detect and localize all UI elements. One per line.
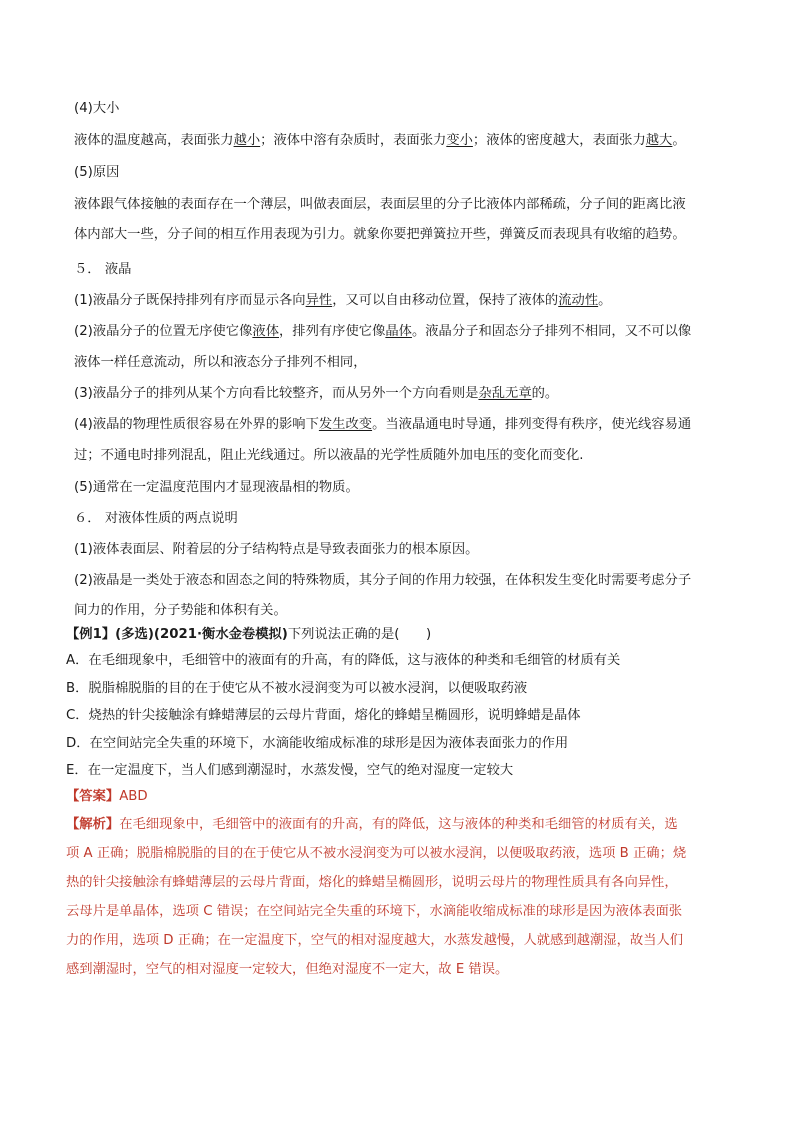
underlined-term: 晶体	[385, 324, 412, 339]
option-d: D．在空间站完全失重的环境下，水滴能收缩成标准的球形是因为液体表面张力的作用	[66, 736, 569, 751]
answer-label: 【答案】	[66, 789, 120, 804]
analysis-line-5: 力的作用，选项 D 正确；在一定温度下，空气的相对湿度越大，水蒸发越慢，人就感到越潮湿，故当人们	[66, 933, 684, 948]
notes-point-2b: 间力的作用，分子势能和体积有关。	[74, 603, 287, 618]
section-cause-line-1: 液体跟气体接触的表面存在一个薄层，叫做表面层，表面层里的分子比液体内部稀疏，分子间的距离比液	[74, 197, 686, 212]
answer-value: ABD	[119, 789, 148, 804]
text-span: 。液晶分子和固态分子排列不相同，又不可以像	[411, 324, 692, 339]
example-question	[66, 626, 726, 644]
analysis-line-4: 云母片是单晶体，选项 C 错误；在空间站完全失重的环境下，水滴能收缩成标准的球形是因为液体表面张	[66, 904, 683, 919]
underlined-term: 变小	[446, 133, 473, 148]
underlined-term: 越小	[233, 133, 261, 148]
text-span: 。当液晶通电时导通，排列变得有秩序，使光线容易通	[372, 417, 692, 432]
analysis-line-2: 项 A 正确；脱脂棉脱脂的目的在于使它从不被水浸润变为可以被水浸润，以便吸取药液，选项 B 正确；烧	[66, 846, 687, 861]
text-span: (2)液晶分子的位置无序使它像	[74, 324, 253, 339]
example-label: 【例1】(多选)(2021·衡水金卷模拟)	[66, 627, 288, 642]
analysis-line-1	[66, 816, 726, 834]
text-span: (3)液晶分子的排列从某个方向看比较整齐，而从另外一个方向看则是	[74, 386, 479, 401]
section-size-text	[74, 132, 734, 150]
text-span: (4)液晶的物理性质很容易在外界的影响下	[74, 417, 319, 432]
notes-point-2a: (2)液晶是一类处于液态和固态之间的特殊物质，其分子间的作用力较强，在体积发生变化时需要考虑分子	[74, 573, 692, 588]
text-span: (1)液晶分子既保持排列有序而显示各向	[74, 293, 306, 308]
analysis-label: 【解析】	[66, 817, 120, 832]
liquid-crystal-point-4a	[74, 416, 734, 434]
underlined-term: 越大	[645, 133, 673, 148]
underlined-term: 异性	[305, 293, 333, 308]
liquid-crystal-point-2b: 液体一样任意流动，所以和液态分子排列不相同，	[74, 355, 367, 370]
analysis-line-6: 感到潮湿时，空气的相对湿度一定较大，但绝对湿度不一定大，故 E 错误。	[66, 962, 509, 977]
liquid-crystal-point-1	[74, 292, 734, 310]
text-span: 。	[598, 293, 612, 308]
option-c: C．烧热的针尖接触涂有蜂蜡薄层的云母片背面，熔化的蜂蜡呈椭圆形，说明蜂蜡是晶体	[66, 708, 581, 723]
section-size-heading: (4)大小	[74, 101, 120, 116]
answer	[66, 788, 726, 806]
analysis-line-3: 热的针尖接触涂有蜂蜡薄层的云母片背面，熔化的蜂蜡呈椭圆形，说明云母片的物理性质具有各向异性，	[66, 875, 678, 890]
text-span: 的。	[531, 386, 559, 401]
liquid-crystal-point-4b: 过；不通电时排列混乱，阻止光线通过。所以液晶的光学性质随外加电压的变化而变化.	[74, 448, 584, 463]
liquid-crystal-point-3	[74, 385, 734, 403]
underlined-term: 杂乱无章	[478, 386, 532, 401]
section-cause-line-2: 体内部大一些，分子间的相互作用表现为引力。就象你要把弹簧拉开些，弹簧反而表现具有收缩的趋势。	[74, 227, 686, 242]
text-span: 液体的温度越高，表面张力	[74, 133, 234, 148]
text-span: ，又可以自由移动位置，保持了液体的	[332, 293, 559, 308]
underlined-term: 发生改变	[318, 417, 373, 432]
text-span: ，排列有序使它像	[279, 324, 386, 339]
section-cause-heading: (5)原因	[74, 165, 120, 180]
analysis-text: 在毛细现象中，毛细管中的液面有的升高，有的降低，这与液体的种类和毛细管的材质有关，选	[119, 817, 678, 832]
example-stem: 下列说法正确的是( )	[287, 627, 432, 642]
text-span: 。	[672, 133, 686, 148]
option-b: B．脱脂棉脱脂的目的在于使它从不被水浸润变为可以被水浸润，以便吸取药液	[66, 681, 528, 696]
liquid-crystal-point-2a	[74, 323, 734, 341]
liquid-crystal-heading: ５． 液晶	[74, 262, 132, 277]
liquid-crystal-point-5: (5)通常在一定温度范围内才显现液晶相的物质。	[74, 480, 359, 495]
notes-heading: ６． 对液体性质的两点说明	[74, 511, 238, 526]
underlined-term: 流动性	[558, 293, 599, 308]
text-span: ；液体中溶有杂质时，表面张力	[260, 133, 447, 148]
text-span: ；液体的密度越大，表面张力	[472, 133, 646, 148]
notes-point-1: (1)液体表面层、附着层的分子结构特点是导致表面张力的根本原因。	[74, 542, 479, 557]
option-a: A．在毛细现象中，毛细管中的液面有的升高，有的降低，这与液体的种类和毛细管的材质有关	[66, 653, 621, 668]
option-e: E．在一定温度下，当人们感到潮湿时，水蒸发慢，空气的绝对湿度一定较大	[66, 763, 514, 778]
underlined-term: 液体	[252, 324, 279, 339]
